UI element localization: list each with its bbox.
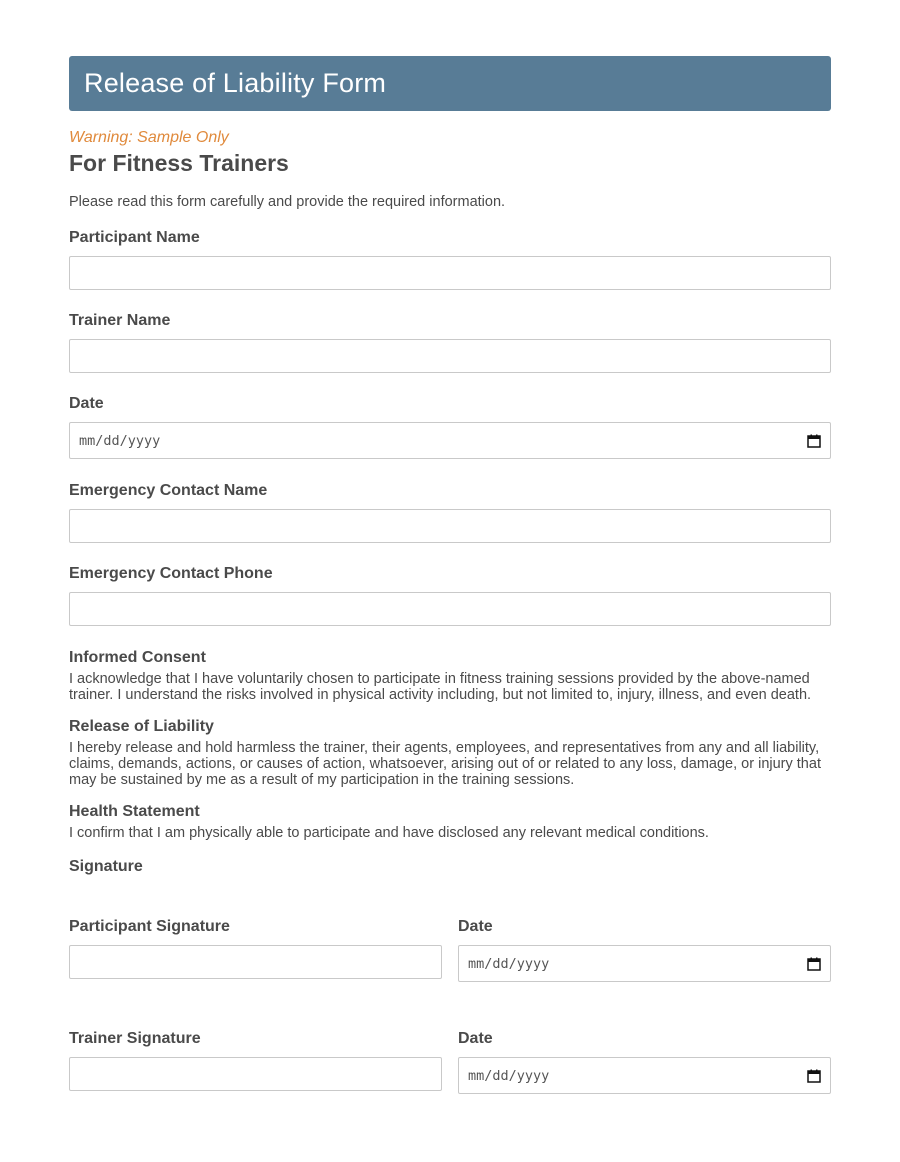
- emergency-contact-name-group: [69, 481, 831, 543]
- form-instructions: Please read this form carefully and provide the required information.: [69, 194, 506, 210]
- trainer-signature-input[interactable]: [69, 1057, 442, 1091]
- health-statement-title: Health Statement: [69, 803, 200, 820]
- trainer-signature-label: Trainer Signature: [69, 1030, 201, 1047]
- form-subtitle: For Fitness Trainers: [69, 150, 289, 176]
- calendar-icon[interactable]: [807, 1069, 821, 1083]
- emergency-contact-name-input[interactable]: [69, 509, 831, 543]
- trainer-signature-group: [69, 1029, 442, 1094]
- date-input[interactable]: [69, 422, 831, 459]
- participant-name-group: [69, 228, 831, 290]
- participant-signature-date-group: [458, 917, 831, 982]
- informed-consent-title: Informed Consent: [69, 649, 206, 666]
- trainer-signature-date-placeholder: mm/dd/yyyy: [468, 1067, 550, 1084]
- trainer-signature-date-group: [458, 1029, 831, 1094]
- signature-heading: Signature: [69, 858, 143, 875]
- trainer-name-input[interactable]: [69, 339, 831, 373]
- participant-signature-date-placeholder: mm/dd/yyyy: [468, 955, 550, 972]
- participant-signature-label: Participant Signature: [69, 918, 230, 935]
- participant-signature-input[interactable]: [69, 945, 442, 979]
- participant-name-input[interactable]: [69, 256, 831, 290]
- sample-warning: Warning: Sample Only: [69, 129, 229, 146]
- release-of-liability-title: Release of Liability: [69, 718, 214, 735]
- trainer-name-label: Trainer Name: [69, 312, 171, 329]
- form-title: Release of Liability Form: [84, 68, 387, 98]
- calendar-icon[interactable]: [807, 434, 821, 448]
- date-label: Date: [69, 395, 104, 412]
- calendar-icon[interactable]: [807, 957, 821, 971]
- emergency-contact-name-label: Emergency Contact Name: [69, 482, 268, 499]
- participant-signature-group: [69, 917, 442, 982]
- emergency-contact-phone-group: [69, 564, 831, 626]
- health-statement-section: [69, 802, 831, 841]
- trainer-name-group: [69, 311, 831, 373]
- participant-signature-date-input[interactable]: [458, 945, 831, 982]
- informed-consent-text: I acknowledge that I have voluntarily chosen to participate in fitness training sessions provided by the above-named trainer. I understand the risks involved in physical activity including, but not limited to, injury, illness, and even death.: [69, 671, 812, 703]
- release-of-liability-text: I hereby release and hold harmless the trainer, their agents, employees, and representatives from any and all liability, claims, demands, actions, or causes of action, whatsoever, arising out of or related to any loss, damage, or injury that may be sustained by me as a result of my participation in the training sessions.: [69, 740, 821, 788]
- date-placeholder: mm/dd/yyyy: [79, 432, 161, 449]
- form-page: [69, 0, 831, 1094]
- date-group: [69, 394, 831, 459]
- trainer-signature-date-label: Date: [458, 1030, 493, 1047]
- release-of-liability-section: [69, 717, 831, 788]
- health-statement-text: I confirm that I am physically able to participate and have disclosed any relevant medical conditions.: [69, 825, 709, 841]
- form-header: [69, 56, 831, 111]
- participant-signature-row: [69, 917, 831, 982]
- trainer-signature-date-input[interactable]: [458, 1057, 831, 1094]
- emergency-contact-phone-label: Emergency Contact Phone: [69, 565, 273, 582]
- trainer-signature-row: [69, 1029, 831, 1094]
- emergency-contact-phone-input[interactable]: [69, 592, 831, 626]
- participant-signature-date-label: Date: [458, 918, 493, 935]
- informed-consent-section: [69, 648, 831, 703]
- participant-name-label: Participant Name: [69, 229, 200, 246]
